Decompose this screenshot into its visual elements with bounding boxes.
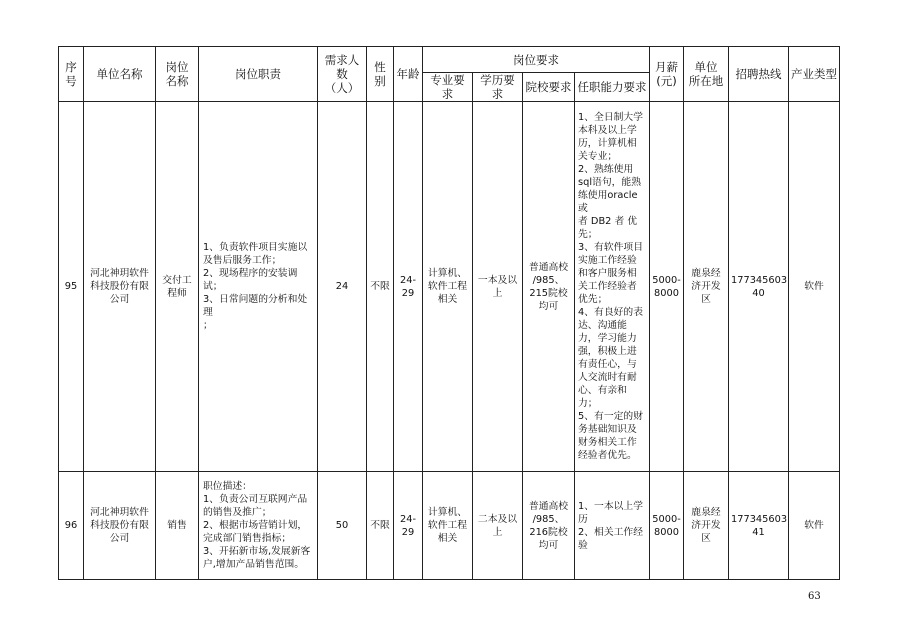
cell-position: 销售 — [156, 472, 199, 580]
cell-ability: 1、全日制大学 本科及以上学 历，计算机相 关专业； 2、熟练使用 sql语句，能熟 练使用oracle或 者 DB2 者 优 先； 3、有软件项目 实施工作经验 和客户服务相 关工作经验者 优先； 4、有良好的表 达、沟通能 力，学习能力 强，积极上进 有责任心，与 人交流时有耐 心、有亲和 力； 5、有一定的财 务基础知识及 财务相关工作 经验者优先。 — [575, 102, 650, 472]
header-gender: 性 别 — [367, 47, 394, 102]
cell-duties: 职位描述： 1、负责公司互联网产品 的销售及推广； 2、根据市场营销计划， 完成部门销售指标； 3、开拓新市场,发展新客 户,增加产品销售范围。 — [199, 472, 318, 580]
cell-duties: 1、负责软件项目实施以 及售后服务工作； 2、现场程序的安装调 试； 3、日常问题的分析和处理 ； — [199, 102, 318, 472]
header-company: 单位名称 — [84, 47, 156, 102]
header-position: 岗位 名称 — [156, 47, 199, 102]
cell-age: 24- 29 — [394, 472, 423, 580]
header-count: 需求人数 （人） — [318, 47, 367, 102]
cell-ability: 1、一本以上学 历 2、相关工作经 验 — [575, 472, 650, 580]
cell-hotline: 177345603 40 — [729, 102, 789, 472]
cell-gender: 不限 — [367, 472, 394, 580]
cell-school: 普通高校 /985、 215院校 均可 — [523, 102, 575, 472]
cell-school: 普通高校 /985、 216院校 均可 — [523, 472, 575, 580]
cell-industry: 软件 — [789, 472, 840, 580]
cell-hotline: 177345603 41 — [729, 472, 789, 580]
cell-industry: 软件 — [789, 102, 840, 472]
cell-count: 50 — [318, 472, 367, 580]
cell-age: 24- 29 — [394, 102, 423, 472]
cell-salary: 5000- 8000 — [650, 102, 684, 472]
header-requirements-group: 岗位要求 — [423, 47, 650, 73]
cell-seq: 96 — [59, 472, 84, 580]
job-listing-table — [58, 46, 840, 580]
header-ability: 任职能力要求 — [575, 73, 650, 102]
cell-gender: 不限 — [367, 102, 394, 472]
page-number: 63 — [808, 591, 821, 602]
cell-count: 24 — [318, 102, 367, 472]
header-seq: 序号 — [59, 47, 84, 102]
header-location: 单位 所在地 — [684, 47, 729, 102]
cell-position: 交付工 程师 — [156, 102, 199, 472]
cell-salary: 5000- 8000 — [650, 472, 684, 580]
header-major: 专业要求 — [423, 73, 473, 102]
table-row — [59, 102, 840, 472]
cell-company: 河北神玥软件 科技股份有限 公司 — [84, 102, 156, 472]
cell-education: 一本及以 上 — [473, 102, 523, 472]
table-row — [59, 472, 840, 580]
header-school: 院校要求 — [523, 73, 575, 102]
cell-location: 鹿泉经 济开发 区 — [684, 102, 729, 472]
header-industry: 产业类型 — [789, 47, 840, 102]
header-row-1 — [59, 47, 840, 73]
header-duties: 岗位职责 — [199, 47, 318, 102]
header-hotline: 招聘热线 — [729, 47, 789, 102]
header-education: 学历要求 — [473, 73, 523, 102]
cell-company: 河北神玥软件 科技股份有限 公司 — [84, 472, 156, 580]
cell-seq: 95 — [59, 102, 84, 472]
header-age: 年龄 — [394, 47, 423, 102]
cell-education: 二本及以 上 — [473, 472, 523, 580]
cell-major: 计算机、 软件工程 相关 — [423, 472, 473, 580]
cell-major: 计算机、 软件工程 相关 — [423, 102, 473, 472]
cell-location: 鹿泉经 济开发 区 — [684, 472, 729, 580]
header-salary: 月薪 (元) — [650, 47, 684, 102]
